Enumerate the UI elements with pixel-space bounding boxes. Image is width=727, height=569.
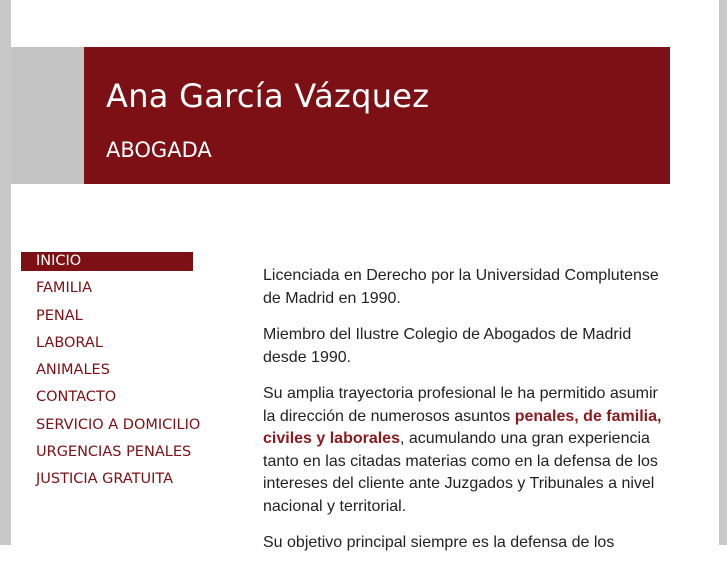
- experience-text-start: Su amplia trayectoria profesional le ha permitido asumir la dirección de numerosos asuntos: [263, 385, 658, 425]
- nav-item-inicio[interactable]: INICIO: [21, 252, 193, 271]
- nav-item-penal[interactable]: PENAL: [36, 307, 83, 324]
- page-frame-right: [719, 0, 727, 545]
- nav-item-justicia-gratuita[interactable]: JUSTICIA GRATUITA: [36, 471, 174, 488]
- nav-item-servicio-a-domicilio[interactable]: SERVICIO A DOMICILIO: [36, 416, 201, 433]
- site-header: [84, 47, 670, 184]
- header-side-block: [11, 47, 84, 184]
- nav-item-laboral[interactable]: LABORAL: [36, 334, 103, 351]
- nav-item-familia[interactable]: FAMILIA: [36, 280, 92, 297]
- paragraph-experience: [263, 383, 663, 518]
- nav-item-animales[interactable]: ANIMALES: [36, 362, 110, 379]
- main-nav: [21, 252, 201, 498]
- site-title: Ana García Vázquez: [106, 77, 430, 115]
- practice-areas-highlight: penales, de familia, civiles y laborales: [263, 407, 662, 447]
- page-frame-left: [0, 0, 11, 545]
- site-subtitle: ABOGADA: [106, 138, 212, 162]
- nav-item-contacto[interactable]: CONTACTO: [36, 389, 117, 406]
- paragraph-membership: Miembro del Ilustre Colegio de Abogados de Madrid desde 1990.: [263, 326, 632, 366]
- paragraph-education: Licenciada en Derecho por la Universidad Complutense de Madrid en 1990.: [263, 267, 659, 307]
- main-content: [263, 265, 663, 569]
- paragraph-objective: Su objetivo principal siempre es la defensa de los: [263, 534, 615, 551]
- experience-text-end: , acumulando una gran experiencia tanto en las citadas materias como en la defensa de los intereses del cliente ante Juzgados y Tribunales a nivel nacional y territorial.: [263, 430, 658, 515]
- nav-item-urgencias-penales[interactable]: URGENCIAS PENALES: [36, 444, 192, 461]
